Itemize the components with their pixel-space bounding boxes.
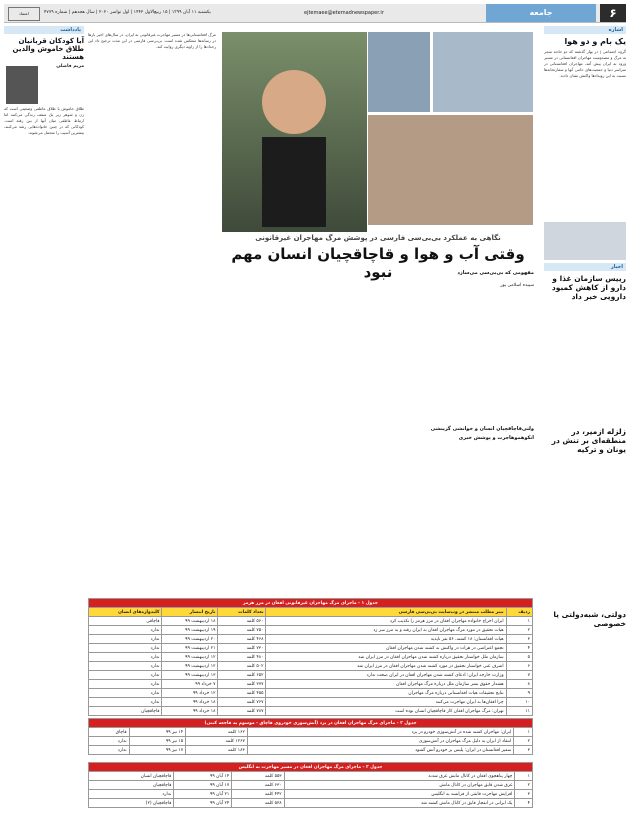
table-cell: ۹ [506, 689, 532, 698]
table-cell: ۲ [515, 781, 533, 790]
table-cell: ندارد [89, 680, 162, 689]
table-row [89, 737, 533, 746]
table-cell: ۱۸ خرداد ۹۹ [162, 698, 218, 707]
newspaper-thumbnail [544, 222, 626, 260]
data-table-2 [88, 718, 533, 755]
table-cell: ۶۵۲ کلمه [218, 671, 266, 680]
kicker: یادداشت [4, 26, 84, 34]
table-cell: قاچاقی [89, 617, 162, 626]
table-cell: تجمع اعتراضی در هرات در واکنش به کشته شدن مهاجران افغان [266, 644, 506, 653]
table-header [89, 608, 533, 617]
left-column [4, 26, 84, 706]
data-table-3 [88, 762, 533, 808]
article-body [544, 304, 626, 424]
table-cell: ۱۸۳ کلمه [186, 746, 248, 755]
table-cell: یک ایرانی در انفجار قایق در کانال مانش کشته شد [284, 799, 515, 808]
child-illustration [222, 32, 367, 232]
subhead: نگاهی به عملکرد بی‌بی‌سی فارسی در پوشش مرگ مهاجران غیرقانونی [255, 234, 501, 242]
table-row [89, 728, 533, 737]
table-cell: ندارد [89, 746, 130, 755]
article-title: رییس سازمان غذا و دارو از کاهش کمبود دارویی خبر داد [551, 274, 626, 301]
main-text-column [88, 32, 216, 592]
table-cell: ۱۲۶۷ کلمه [186, 737, 248, 746]
table-row [89, 698, 533, 707]
author-name: مریم فاضلی [56, 64, 84, 69]
table-cell: نتایج تحقیقات هیات افغانستانی درباره مرگ مهاجران [266, 689, 506, 698]
table-row [89, 781, 533, 790]
table-cell: ۱۴ تیر ۹۹ [129, 728, 186, 737]
table-cell: ۱۱ [506, 707, 532, 716]
table-cell: ۶۳۰ کلمه [232, 781, 284, 790]
table-cell: ۱ [506, 617, 532, 626]
article-body: گروه اجتماعی | در بهار گذشته که دو حادثه منجر به مرگ و مصدومیت مهاجران افغانستانی در مسیر ورود به ایران پیش آمد، مهاجران افغانستانی در سراسر دنیا و جمعیت‌های حامی آنها و سفارتخانه‌ها نسبت به این رویدادها واکنش نشان دادند. [544, 49, 626, 78]
table-cell: ایران: مهاجران کشته شده در آتش‌سوزی خودرو در یزد [247, 728, 513, 737]
column-header: تعداد کلمات [218, 608, 266, 617]
photo-child [222, 32, 367, 232]
article-body [222, 276, 534, 426]
table-cell: ۲۰ اردیبهشت ۹۹ [162, 635, 218, 644]
table-cell: ۱۲ خرداد ۹۹ [162, 689, 218, 698]
table-cell: ندارد [89, 653, 162, 662]
table-cell: ۱ [514, 728, 533, 737]
table-cell: ۱ [515, 772, 533, 781]
table-row [89, 626, 533, 635]
table-cell: ندارد [89, 662, 162, 671]
table-cell: ندارد [89, 671, 162, 680]
column-title: آیا کودکان قربانیان طلاق خاموش والدین هستند [12, 37, 84, 61]
table-cell: ۲ [514, 737, 533, 746]
table-cell: ۷ [506, 671, 532, 680]
table-cell: ایران اخراج خانواده مهاجران افغان در مرز هرمز را تکذیب کرد [266, 617, 506, 626]
table-row [89, 680, 533, 689]
masthead [4, 4, 626, 23]
table-cell: ۴ [515, 799, 533, 808]
table-cell: اشرف غنی خواستار تحقیق در مورد کشته شدن مهاجران افغان در مرز ایران شد [266, 662, 506, 671]
table-body [89, 772, 533, 808]
table-cell: ۱۸ خرداد ۹۹ [162, 707, 218, 716]
column-header: کلیدواژه‌های انسان [89, 608, 162, 617]
table-cell: چرا افغان‌ها به ایران مهاجرت می‌کنند [266, 698, 506, 707]
section-title: جامعه [486, 4, 596, 22]
table-caption: جدول ۱ - ماجرای مرگ مهاجران غیرقانونی افغان در مرز هرمز [89, 599, 533, 608]
table-cell: ۴ [506, 644, 532, 653]
column-header: ردیف [506, 608, 532, 617]
table-cell: ۸ [506, 680, 532, 689]
table-row [89, 617, 533, 626]
logo: اعتماد [8, 7, 40, 21]
table-cell: هیات افغانستان: ۱۸ کشته، ۵۶ نفر ناپدید [266, 635, 506, 644]
photo-woman [368, 115, 533, 225]
table-cell: ندارد [89, 698, 162, 707]
table-cell: ۷ خرداد ۹۹ [162, 680, 218, 689]
table-cell: سفیر افغانستان در ایران: پلیس بر خودرو آتش گشود [247, 746, 513, 755]
table-cell: ۳ [506, 635, 532, 644]
table-cell: ۱۲ اردیبهشت ۹۹ [162, 662, 218, 671]
table-cell: ندارد [89, 689, 162, 698]
table-cell: ۷۵۰ کلمه [218, 626, 266, 635]
table-cell: تهران: مرگ مهاجران افغان کار قاچاقچیان انسان بوده است [266, 707, 506, 716]
article-title: زلزله ازمیر، در منطقه‌ای بر تنش در یونان و ترکیه [551, 427, 626, 454]
table-cell: قاچاقچیان (۲) [89, 799, 174, 808]
table-cell: ۲ [506, 626, 532, 635]
table-row [89, 799, 533, 808]
right-column [544, 26, 626, 631]
table-cell: ۵۳۸ کلمه [232, 799, 284, 808]
column-header: تیتر مطلب منتشر در وب‌سایت بی‌بی‌سی فارسی [266, 608, 506, 617]
column-header: تاریخ انتشار [162, 608, 218, 617]
page-number: ۶ [600, 4, 626, 22]
table-cell: ۳ [515, 790, 533, 799]
table-row [89, 707, 533, 716]
author-photo [6, 66, 38, 104]
table-cell: چهار پناهجوی افغان در کانال مانش غرق شدند [284, 772, 515, 781]
table-cell: قاچاق [89, 728, 130, 737]
table-cell: ۴۵۵ کلمه [218, 689, 266, 698]
subheading: مفهومی که بی‌بی‌سی می‌سازد [457, 270, 534, 276]
table-body [89, 617, 533, 716]
table-cell: ۱۶۲ کلمه [186, 728, 248, 737]
table-cell: ۶ [506, 662, 532, 671]
subheading: ولتی‌قاچاقچیان انسان و خوانشی گزینشی [430, 426, 534, 432]
table-cell: ۴۸۰ کلمه [218, 653, 266, 662]
table-cell: وزارت خارجه ایران: ادعای کشته شدن مهاجران افغان در ایران صحت ندارد [266, 671, 506, 680]
article-title: دولتی، شبه‌دولتی یا خصوصی [553, 610, 626, 628]
table-row [89, 671, 533, 680]
table-cell: ۲۱ آبان ۹۹ [174, 790, 232, 799]
table-cell: افزایش مهاجرت قایقی از فرانسه به انگلیس [284, 790, 515, 799]
table-row [89, 662, 533, 671]
photo-man [368, 32, 430, 112]
article-body: مرگ افغانستانی‌ها در مسیر مهاجرت غیرقانونی به ایران، در سال‌های اخیر بارها در رسانه‌ها منعکس شده است. بی‌بی‌سی فارسی در این مدت ترجیح داد این رخدادها را از زاویه دیگری روایت کند. [88, 32, 216, 49]
table-row [89, 772, 533, 781]
table-cell: ۱۲ اردیبهشت ۹۹ [162, 653, 218, 662]
table-cell: غرق شدن قایق مهاجران در کانال مانش [284, 781, 515, 790]
table-body [89, 728, 533, 755]
byline: سپیده اسلامی پور [500, 283, 534, 288]
table-cell: ۳۷۷ کلمه [218, 680, 266, 689]
article-body: طلاق خاموش یا طلاق عاطفی وضعیتی است که زن و شوهر زیر یک سقف زندگی می‌کنند اما ارتباط عاطفی میان آنها از بین رفته است. کودکانی که در چنین خانواده‌هایی رشد می‌کنند، بیشترین آسیب را متحمل می‌شوند. [4, 106, 84, 135]
table-cell: هشدار حقوق بشر سازمان ملل درباره مرگ مهاجران افغان [266, 680, 506, 689]
table-row [89, 689, 533, 698]
table-row [89, 635, 533, 644]
subheading: انکوهموهاجرت و پوشش خبری [458, 435, 534, 441]
table-cell: ۵۰۲ کلمه [218, 662, 266, 671]
kicker: اخبار [544, 263, 626, 271]
table-row [89, 653, 533, 662]
table-cell: ۴۶۸ کلمه [218, 635, 266, 644]
table-cell: ۲۴ آبان ۹۹ [174, 799, 232, 808]
table-cell: ۲۱ اردیبهشت ۹۹ [162, 644, 218, 653]
table-caption: جدول ۳ - ماجرای مرگ مهاجران افغان در مسیر مهاجرت به انگلیس [89, 763, 533, 772]
email[interactable]: ejtemaee@etemadnewspaper.ir [304, 10, 384, 16]
table-cell: قاچاقچیان [89, 707, 162, 716]
data-table-1 [88, 598, 533, 716]
article-title: یک بام و دو هوا [564, 37, 626, 46]
table-cell: ۷۳۰ کلمه [218, 644, 266, 653]
table-cell: ۱۹ اردیبهشت ۹۹ [162, 626, 218, 635]
article-body [544, 457, 626, 607]
table-cell: ۳ [514, 746, 533, 755]
table-cell: ۷۶۷ کلمه [218, 698, 266, 707]
table-cell: ۵ [506, 653, 532, 662]
table-cell: ندارد [89, 790, 174, 799]
table-cell: ۱۸ اردیبهشت ۹۹ [162, 617, 218, 626]
table-cell: سازمان ملل خواستار تحقیق درباره کشته شدن مهاجران افغان در مرز ایران شد [266, 653, 506, 662]
table-cell: انتقاد از ایران به دلیل مرگ مهاجران در آتش‌سوزی [247, 737, 513, 746]
table-cell: ۱۳ اردیبهشت ۹۹ [162, 671, 218, 680]
table-caption: جدول ۲ - ماجرای مرگ مهاجران افغان در یزد (آتش‌سوزی خودروی قاچاق - موسوم به فاجعه کنتی) [89, 719, 533, 728]
table-cell: ۱۷ آبان ۹۹ [174, 781, 232, 790]
table-cell: ندارد [89, 737, 130, 746]
table-cell: ۱۵ تیر ۹۹ [129, 737, 186, 746]
table-row [89, 790, 533, 799]
table-cell: ندارد [89, 635, 162, 644]
table-cell: قاچاقچیان [89, 781, 174, 790]
table-cell: هیات تحقیق در مورد مرگ مهاجران افغان به ایران رفته و به مرز سر زد [266, 626, 506, 635]
table-cell: ۱۴ آبان ۹۹ [174, 772, 232, 781]
table-row [89, 746, 533, 755]
main-body-area [222, 270, 534, 441]
table-cell: ۵۶۰ کلمه [218, 617, 266, 626]
table-cell: ندارد [89, 626, 162, 635]
table-row [89, 644, 533, 653]
kicker: اشاره [544, 26, 626, 34]
table-cell: قاچاقچیان انسان [89, 772, 174, 781]
table-cell: ۱۰ [506, 698, 532, 707]
table-cell: ۷۸۷ کلمه [218, 707, 266, 716]
table-cell: ۵۵۳ کلمه [232, 772, 284, 781]
photo-boy [433, 32, 533, 112]
headline: وقتی آب و هوا و قاچاقچیان انسان مهم نبود [231, 245, 525, 281]
table-cell: ۱۷ تیر ۹۹ [129, 746, 186, 755]
date-line: یکشنبه ۱۱ آبان ۱۳۹۹ | ۱۵ ربیع‌الاول ۱۴۴۲ | اول نوامبر ۲۰۲۰ | سال هجدهم | شماره ۴۷۷۹ [44, 10, 211, 15]
table-cell: ندارد [89, 644, 162, 653]
table-cell: ۴۴۲ کلمه [232, 790, 284, 799]
